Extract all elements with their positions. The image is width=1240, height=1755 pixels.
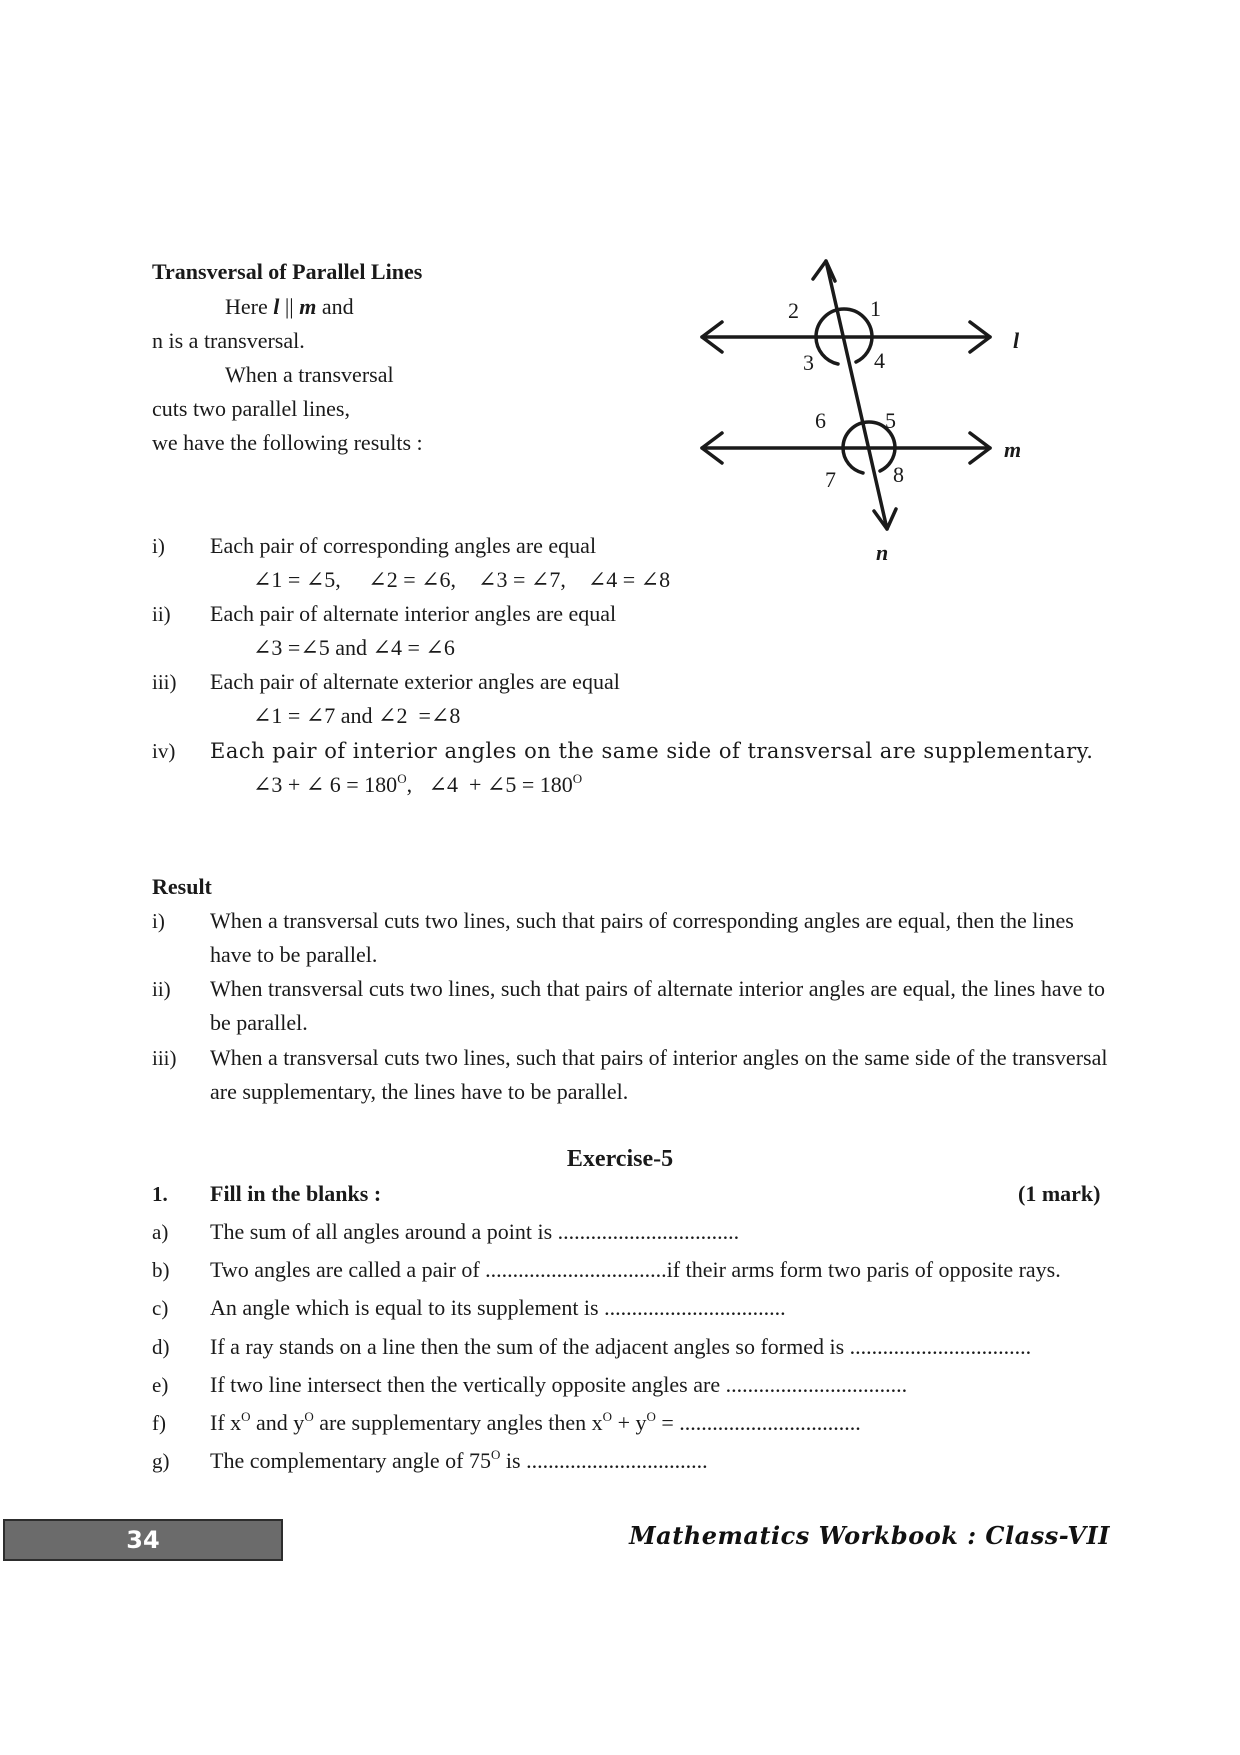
angle-label-8: 8 — [893, 462, 904, 487]
text-part: If x — [210, 1410, 242, 1435]
angle-label-1: 1 — [870, 296, 881, 321]
book-title: Mathematics Workbook : Class-VII — [629, 1521, 1110, 1550]
degree-mark: O — [572, 771, 583, 786]
blank-letter: e) — [152, 1373, 169, 1397]
angle-label-6: 6 — [815, 408, 826, 433]
blank-letter: f) — [152, 1411, 166, 1435]
intro-line: cuts two parallel lines, — [152, 396, 350, 421]
degree-mark: O — [304, 1409, 314, 1424]
section-title: Transversal of Parallel Lines — [152, 259, 423, 284]
here-parallel: || — [279, 294, 300, 319]
blank-letter: b) — [152, 1258, 170, 1282]
blank-letter: d) — [152, 1335, 170, 1359]
property-formula: ∠1 = ∠5, ∠2 = ∠6, ∠3 = ∠7, ∠4 = ∠8 — [253, 567, 671, 592]
property-formula: ∠3 =∠5 and ∠4 = ∠6 — [253, 635, 455, 660]
text-part: are supplementary angles then x — [313, 1410, 603, 1435]
degree-mark: O — [602, 1409, 613, 1424]
blank-item — [210, 1447, 708, 1475]
intro-line-here — [225, 293, 354, 321]
text-part: + y — [612, 1410, 647, 1435]
property-num: i) — [152, 534, 165, 558]
formula-part: , ∠4 + ∠5 = 180 — [406, 772, 573, 797]
line-label-m: m — [1004, 437, 1022, 462]
property-formula — [253, 771, 582, 799]
intro-line: n is a transversal. — [152, 328, 305, 353]
result-line: When transversal cuts two lines, such that pairs of alternate interior angles are equal, the lines have to — [210, 976, 1105, 1001]
result-num: ii) — [152, 977, 171, 1001]
degree-mark: O — [397, 771, 407, 786]
question-marks: (1 mark) — [1018, 1181, 1101, 1206]
angle-label-2: 2 — [788, 298, 799, 323]
line-label-n: n — [876, 540, 889, 565]
blank-item: If a ray stands on a line then the sum of the adjacent angles so formed is ................................. — [210, 1334, 1032, 1359]
result-line: be parallel. — [210, 1010, 308, 1035]
exercise-title: Exercise-5 — [566, 1146, 674, 1172]
degree-mark: O — [646, 1409, 656, 1424]
angle-arc-lower-left-l — [816, 337, 838, 364]
here-m: m — [299, 294, 317, 319]
blank-letter: g) — [152, 1449, 170, 1473]
angle-arc-lower-right-l — [856, 337, 872, 362]
property-text: Each pair of alternate interior angles are equal — [210, 601, 617, 626]
transversal-diagram — [690, 250, 1050, 570]
blank-item: Two angles are called a pair of .................................if their arms form two paris of opposite rays. — [210, 1257, 1061, 1282]
angle-label-7: 7 — [825, 467, 836, 492]
intro-line: we have the following results : — [152, 430, 423, 455]
text-part: = ................................. — [655, 1410, 861, 1435]
result-heading: Result — [152, 874, 212, 899]
property-num: ii) — [152, 602, 171, 626]
text-part: is ................................. — [500, 1448, 708, 1473]
angle-label-3: 3 — [803, 350, 814, 375]
here-prefix: Here — [225, 294, 274, 319]
blank-item — [210, 1409, 861, 1437]
property-num: iv) — [152, 739, 176, 763]
result-num: iii) — [152, 1046, 177, 1070]
blank-letter: a) — [152, 1220, 169, 1244]
line-n-arrow-top — [813, 261, 835, 281]
question-text: Fill in the blanks : — [210, 1181, 382, 1206]
degree-mark: O — [241, 1409, 251, 1424]
angle-arc-lower-left-m — [843, 448, 863, 473]
page-number-box — [3, 1519, 283, 1561]
angle-label-5: 5 — [885, 408, 896, 433]
blank-item: The sum of all angles around a point is ................................. — [210, 1219, 740, 1244]
result-line: When a transversal cuts two lines, such that pairs of interior angles on the same side of the transversal — [210, 1045, 1108, 1070]
text-part: and y — [250, 1410, 305, 1435]
result-num: i) — [152, 909, 165, 933]
page-number: 34 — [126, 1526, 160, 1554]
property-text: Each pair of corresponding angles are equal — [210, 533, 597, 558]
formula-part: ∠3 + ∠ 6 = 180 — [253, 772, 398, 797]
blank-letter: c) — [152, 1296, 169, 1320]
text-part: The complementary angle of 75 — [210, 1448, 492, 1473]
property-text: Each pair of interior angles on the same side of transversal are supplementary. — [210, 739, 1094, 763]
line-label-l: l — [1013, 328, 1020, 353]
result-line: are supplementary, the lines have to be parallel. — [210, 1079, 629, 1104]
degree-mark: O — [491, 1447, 501, 1462]
property-num: iii) — [152, 670, 177, 694]
blank-item: An angle which is equal to its supplement is ................................. — [210, 1295, 786, 1320]
here-l: l — [273, 294, 280, 319]
result-line: When a transversal cuts two lines, such that pairs of corresponding angles are equal, then the lines — [210, 908, 1074, 933]
blank-item: If two line intersect then the vertically opposite angles are ................................. — [210, 1372, 908, 1397]
property-formula: ∠1 = ∠7 and ∠2 =∠8 — [253, 703, 461, 728]
result-line: have to be parallel. — [210, 942, 378, 967]
intro-line: When a transversal — [225, 362, 394, 387]
question-num: 1. — [152, 1182, 168, 1206]
here-suffix: and — [316, 294, 354, 319]
property-text: Each pair of alternate exterior angles are equal — [210, 669, 620, 694]
angle-label-4: 4 — [874, 348, 885, 373]
